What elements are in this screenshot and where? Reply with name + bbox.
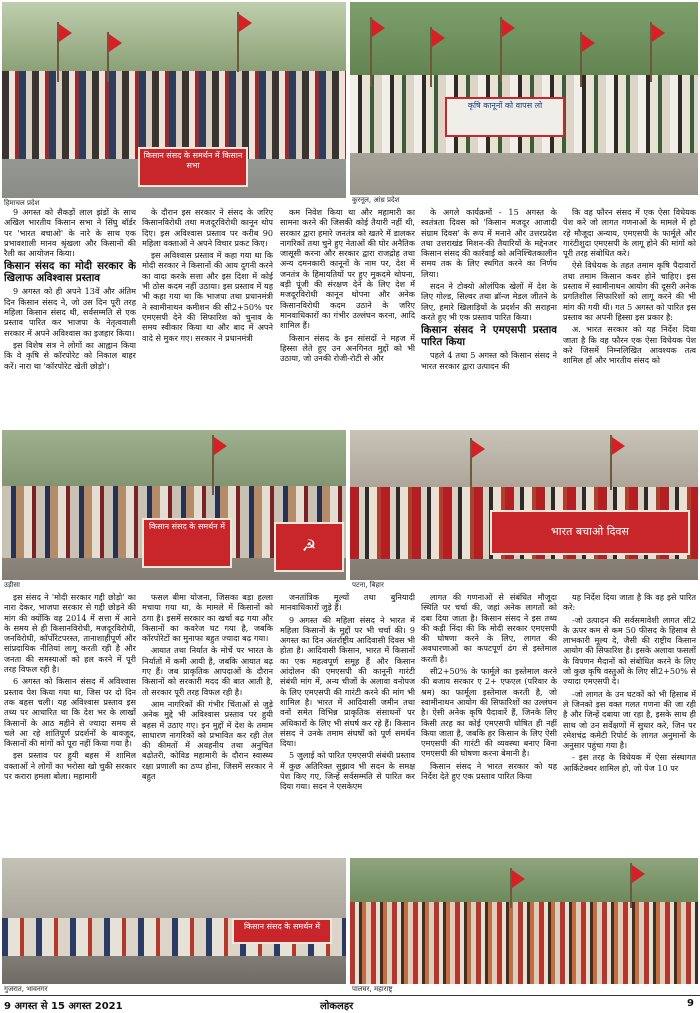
footer-date: 9 अगस्त से 15 अगस्त 2021 [4,1001,123,1012]
red-flag-icon [239,14,252,32]
paragraph: सदन ने टोक्यो ओलंपिक खेलों में देश के लिए गोल्ड, सिल्वर तथा ब्रॉन्ज मेडल जीतने के लिए, हमारे खिलाड़ियों के प्रदर्शन की सराहना करते हुए भी एक प्रस्ताव पारित किया। [421,281,557,322]
photo-banner: किसान संसद के समर्थन में किसान सभा [138,147,248,187]
red-flag-icon [502,19,515,37]
paragraph: -जो लागत के उन घटकों को भी हिसाब में ले जिनको इस वक्त गलत गणना की जा रही है और जिन्हें दबाया जा रहा है, इसके साथ ही साथ जो उन सर्वेक्षणों में सुधार करे, जिन पर रमेशचंद्र कमेटी रिपोर्ट के लागत अनुमानों के अनुसार पहुंचा गया है। [563,688,696,751]
paragraph: कम निवेश किया था और महामारी का सामना करने की जिसकी कोई तैयारी नहीं थी, सरकार द्वारा हमारे जनतंत्र को खतरे में डालकर नागरिकों तथा चुने हुए नेताओं की घोर अनैतिक जासूसी करना और सरकार द्वारा राजद्रोह तथा अन्य दमनकारी कानूनों के नाम पर, देश में जनतंत्र के हिमायतियों पर हुए मुकदमे थोपना, बड़ी पूंजी की संरक्षण देने के लिए देश में मजदूरविरोधी कानून थोपना और अनेक किसानविरोधी कदम उठाने के जरिए मानवाधिकारों का गंभीर उल्लंघन करना, आदि शामिल हैं। [280,207,415,331]
paragraph: अ. भारत सरकार को यह निर्देश दिया जाता है कि वह फौरन एक ऐसा विधेयक पेश करे जिसमें निम्नलिखित आवश्यक तत्व शामिल हों और भारतीय संसद को [563,324,696,366]
article-column [563,207,696,425]
red-flag-icon [632,865,645,883]
paragraph: किसान संसद के इन सांसदों ने महज में हिस्सा लेते हुए उन अनगिनत मुद्दों को भी उठाया, जो उनकी रोजी-रोटी से और [280,332,415,364]
red-flag-icon [612,437,625,455]
red-flag-icon [652,24,665,42]
paragraph: इस प्रस्ताव पर हुयी बहस में शामिल वक्ताओं ने लोगों का भरोसा खो चुकी सरकार पर करारा हमला बोला। महामारी [4,750,136,782]
paragraph: इस अविश्वास प्रस्ताव में कहा गया था कि मोदी सरकार ने किसानों की आय दुगनी करने का वादा करके सत्ता और इस दिशा में कोई भी ठोस कदम नहीं उठाया। इस प्रस्ताव में यह भी कहा गया था कि भाजपा तथा प्रधानमंत्री ने स्वामीनाथन कमीशन की सी2+50% पर एमएसपी देने की सिफारिश को चुनाव के समय स्वीकार किया था और बाद में अपने वादे से मुकर गए। सरकार ने प्रधानमंत्री [142,250,273,343]
paragraph: फसल बीमा योजना, जिसका बड़ा हल्ला मचाया गया था, के मामले में किसानों को ठगा है। इसमें सरकार का खर्चा बढ़ गया और किसानों का कवरेज घट गया है, जबकि कॉरपोरेटों का मुनाफा बहुत ज्यादा बढ़ गया। [142,592,273,644]
photo-banner: ☭ [274,522,344,572]
photo-caption: पटना, बिहार [352,581,384,589]
paragraph: - इस तरह के विधेयक में ऐसा संस्थागत आर्किटेक्चर शामिल हो, जो पेज 10 पर [563,752,696,773]
article-column [142,592,273,852]
red-flag-icon [472,440,485,458]
photo-odisha [2,430,346,580]
article-column [421,592,557,852]
footer-publication: लोकलहर [320,1001,354,1012]
paragraph: के दौरान इस सरकार ने संसद के जरिए किसानविरोधी तथा मजदूरविरोधी कानून थोप दिए। इस अविश्वास प्रस्ताव पर करीब 90 महिला वक्ताओं ने अपने विचार प्रकट किए। [142,207,273,248]
article-column [4,207,136,425]
paragraph: 6 अगस्त को किसान संसद में अविश्वास प्रस्ताव पेश किया गया था, जिस पर दो दिन तक बहस चली। यह अविश्वास प्रस्ताव इस तथ्य पर आधारित था कि देश भर के लाखों किसानों के आठ महीने से ज्यादा समय से चले आ रहे शांतिपूर्ण प्रदर्शनों के बावजूद, किसानों की मांगों को पूरा नहीं किया गया है। [4,676,136,749]
page-number: 9 [687,998,694,1009]
red-flag-icon [109,34,122,52]
paragraph: 9 अगस्त की महिला संसद ने भारत में महिला किसानों के मुद्दों पर भी चर्चा की। 9 अगस्त का दिन अंतर्राष्ट्रीय आदिवासी दिवस भी होता है। आदिवासी किसान, भारत में किसानों का एक महत्वपूर्ण समूह हैं और किसान आंदोलन की एमएसपी की कानूनी गारंटी संबंधी मांग में, अन्य चीजों के अलावा वनोपज के लिए एमएसपी की गारंटी करने की मांग भी शामिल है। भारत में आदिवासी जमीन तथा वनों समेत विभिन्न प्राकृतिक संसाधनों पर अधिकारों के लिए भी संघर्ष कर रहे हैं। किसान संसद ने उनके तमाम संघर्षों को पूर्ण समर्थन दिया। [280,614,415,749]
page-footer [0,995,700,1013]
photo-banner: भारत बचाओ दिवस [490,510,690,555]
paragraph: -जो उत्पादन की सर्वसमावेशी लागत सी2 के ऊपर कम से कम 50 फीसद के हिसाब से लाभकारी मूल्य दे, जैसी की राष्ट्रीय किसान आयोग की सिफारिश है। इसके अलावा फसलों के विपणन मैदानों को संबोधित करने के लिए जो कुछ कृषि वस्तुओं के लिए सी2+50% से ज्यादा एमएसपी दे। [563,614,696,687]
photo-caption: पालघर, महाराष्ट्र [352,985,393,993]
red-flag-icon [214,437,227,455]
photo-banner: किसान संसद के समर्थन में [232,918,332,944]
paragraph: ऐसे विधेयक के तहत तमाम कृषि पैदावारों तथा तमाम किसान कवर होने चाहिए। इस प्रस्ताव में स्वामीनाथन आयोग की दूसरी अनेक प्रगतिशील सिफारिशों को लागू करने की भी मांग की गयी थी। गत 5 अगस्त को पारित इस प्रस्ताव का अपनी हिस्सा इस प्रकार है: [563,260,696,322]
paragraph: किसान संसद ने भारत सरकार को यह निर्देश देते हुए एक प्रस्ताव पारित किया [421,760,557,782]
paragraph: यह निर्देश दिया जाता है कि वह इसे पारित करे: [563,592,696,613]
paragraph: 9 अगस्त को ही अपने 13वें और अंतिम दिन किसान संसद ने, जो उस दिन पूरी तरह महिला किसान संसद थी, सर्वसम्मति से एक प्रस्ताव पारित कर भाजपा के नेतृत्ववाली सरकार में अपने अविश्वास का इजहार किया। [4,286,136,338]
red-flag-icon [59,24,72,42]
photo-himachal [2,2,346,198]
paragraph: जनतांत्रिक मूल्यों तथा बुनियादी मानवाधिकारों जुड़े हैं। [280,592,415,613]
paragraph: 9 अगस्त को सैकड़ों लाल झंडों के साथ अखिल भारतीय किसान सभा ने सिंघु बॉर्डर पर 'भारत बचाओ' के नारे के साथ एक प्रभावशाली मानव श्रृंखला और किसानों की रैली का आयोजन किया। [4,207,136,259]
paragraph: के अगले कार्यक्रमों - 15 अगस्त के स्वतंत्रता दिवस को 'किसान मजदूर आजादी संग्राम दिवस' के रूप में मनाने और उत्तरप्रदेश तथा उत्तराखंड मिशन-की तैयारियों के मद्देनजर किसान संसद की कार्रवाई को अनिश्चितकालीन समय तक के लिए स्थगित करने का निर्णय लिया। [421,207,557,279]
red-flag-icon [582,34,595,52]
photo-caption: उड़ीसा [4,581,20,589]
photo-caption: कुरनूल, आंध्र प्रदेश [352,196,400,204]
section-heading: किसान संसद का मोदी सरकार के खिलाफ अविश्वास प्रस्ताव [4,260,136,285]
paragraph: इस संसद ने 'मोदी सरकार गद्दी छोड़ो' का नारा देकर, भाजपा सरकार से गद्दी छोड़ने की मांग की क्योंकि वह 2014 में सत्ता में आने के समय से ही किसानविरोधी, मजदूरविरोधी, जनविरोधी, कॉर्पोरेटपरस्त, तानाशाहीपूर्ण और सांप्रदायिक नीतियां लागू करती रही है और जनता की समस्याओं को हल करने में पूरी तरह विफल रही है। [4,592,136,675]
paragraph: सी2+50% के फार्मूले का इस्तेमाल करने की बजाय सरकार ए 2+ एफएल (परिवार के श्रम) का फार्मूला इस्तेमाल करती है, जो स्वामीनाथन आयोग की सिफारिशों का उल्लंघन है। ऐसी अनेक कृषि पैदावारें हैं, जिनके लिए किसी तरह का कोई एमएसपी घोषित ही नहीं किया जाता है, जबकि हर किसान के लिए ऐसी एमएसपी की गारंटी की व्यवस्था बनाए बिना एमएसपी की घोषणा करना बेमानी है। [421,666,557,759]
article-column [563,592,696,852]
photo-banner: कृषि कानूनों को वापस लो [445,97,565,137]
paragraph: 5 जुलाई को पारित एमएसपी संबंधी प्रस्ताव में कुछ अतिरिक्त सुझाव भी सदन के समक्ष पेश किए गए, जिन्हें सर्वसम्मति से पारित कर दिया गया। सदन ने एसकेएम [280,750,415,792]
red-flag-icon [512,870,525,888]
photo-kurnool [350,2,698,195]
article-column [4,592,136,852]
red-flag-icon [372,19,385,37]
article-column [280,207,415,425]
photo-patna [350,430,698,580]
photo-bhavnagar [2,858,346,984]
red-flag-icon [432,29,445,47]
paragraph: कि वह फौरन संसद में एक ऐसा विधेयक पेश करे जो लागत गणनाओं के मामले में हो रहे मौजूदा अन्याय, एमएसपी के फार्मूले और गारंटीशुदा एमएसपी के लागू होने की मांगों को पूरी तरह संबोधित करे। [563,207,696,259]
article-column [421,207,557,425]
paragraph: आयात तथा निर्यात के मोर्चे पर भारत के निर्यातों में कमी आयी है, जबकि आयात बढ़ गए हैं। जब प्राकृतिक आपदाओं के दौरान किसानों को सरकारी मदद की बात आती है, तो सरकार पूरी तरह विफल रही है। [142,645,273,697]
paragraph: आम नागरिकों की गंभीर चिंताओं से जुड़े अनेक मुद्दे भी अविश्वास प्रस्ताव पर हुयी बहस में उठाए गए। इन मुद्दों में देश के तमाम साधारण नागरिकों को प्रभावित कर रही तेल की कीमतों में अवहनीय तथा अनुचित बढ़ोतरी, कोविड महामारी के दौरान स्वास्थ्य रक्षा प्रणाली का ठप्प होना, जिसमें सरकार ने बहुत [142,698,273,782]
paragraph: इस विशेष सत्र ने लोगों का आह्वान किया कि वे कृषि से कॉरपोरेट को निकाल बाहर करें। नारा था 'कॉरपोरेट खेती छोड़ो'। [4,339,136,371]
photo-caption: गुजरात, भावनगर [4,985,48,993]
article-column [280,592,415,852]
paragraph: पहले 4 तथा 5 अगस्त को किसान संसद ने भारत सरकार द्वारा उत्पादन की [421,350,557,371]
paragraph: लागत की गणनाओं से संबंधित मौजूदा स्थिति पर चर्चा की, जहां अनेक लागतों को दबा दिया जाता है। किसान संसद ने इस तथ्य की कड़ी निंदा की कि मोदी सरकार एमएसपी की घोषणा करने के लिए, लागत की अवधारणाओं का कपटपूर्ण ढंग से इस्तेमाल करती है। [421,592,557,664]
photo-caption: हिमाचल प्रदेश [4,199,40,207]
photo-banner: किसान संसद के समर्थन में [142,518,232,568]
section-heading: किसान संसद ने एमएसपी प्रस्ताव पारित किया [421,324,557,349]
article-column [142,207,273,425]
photo-palghar [350,858,698,984]
